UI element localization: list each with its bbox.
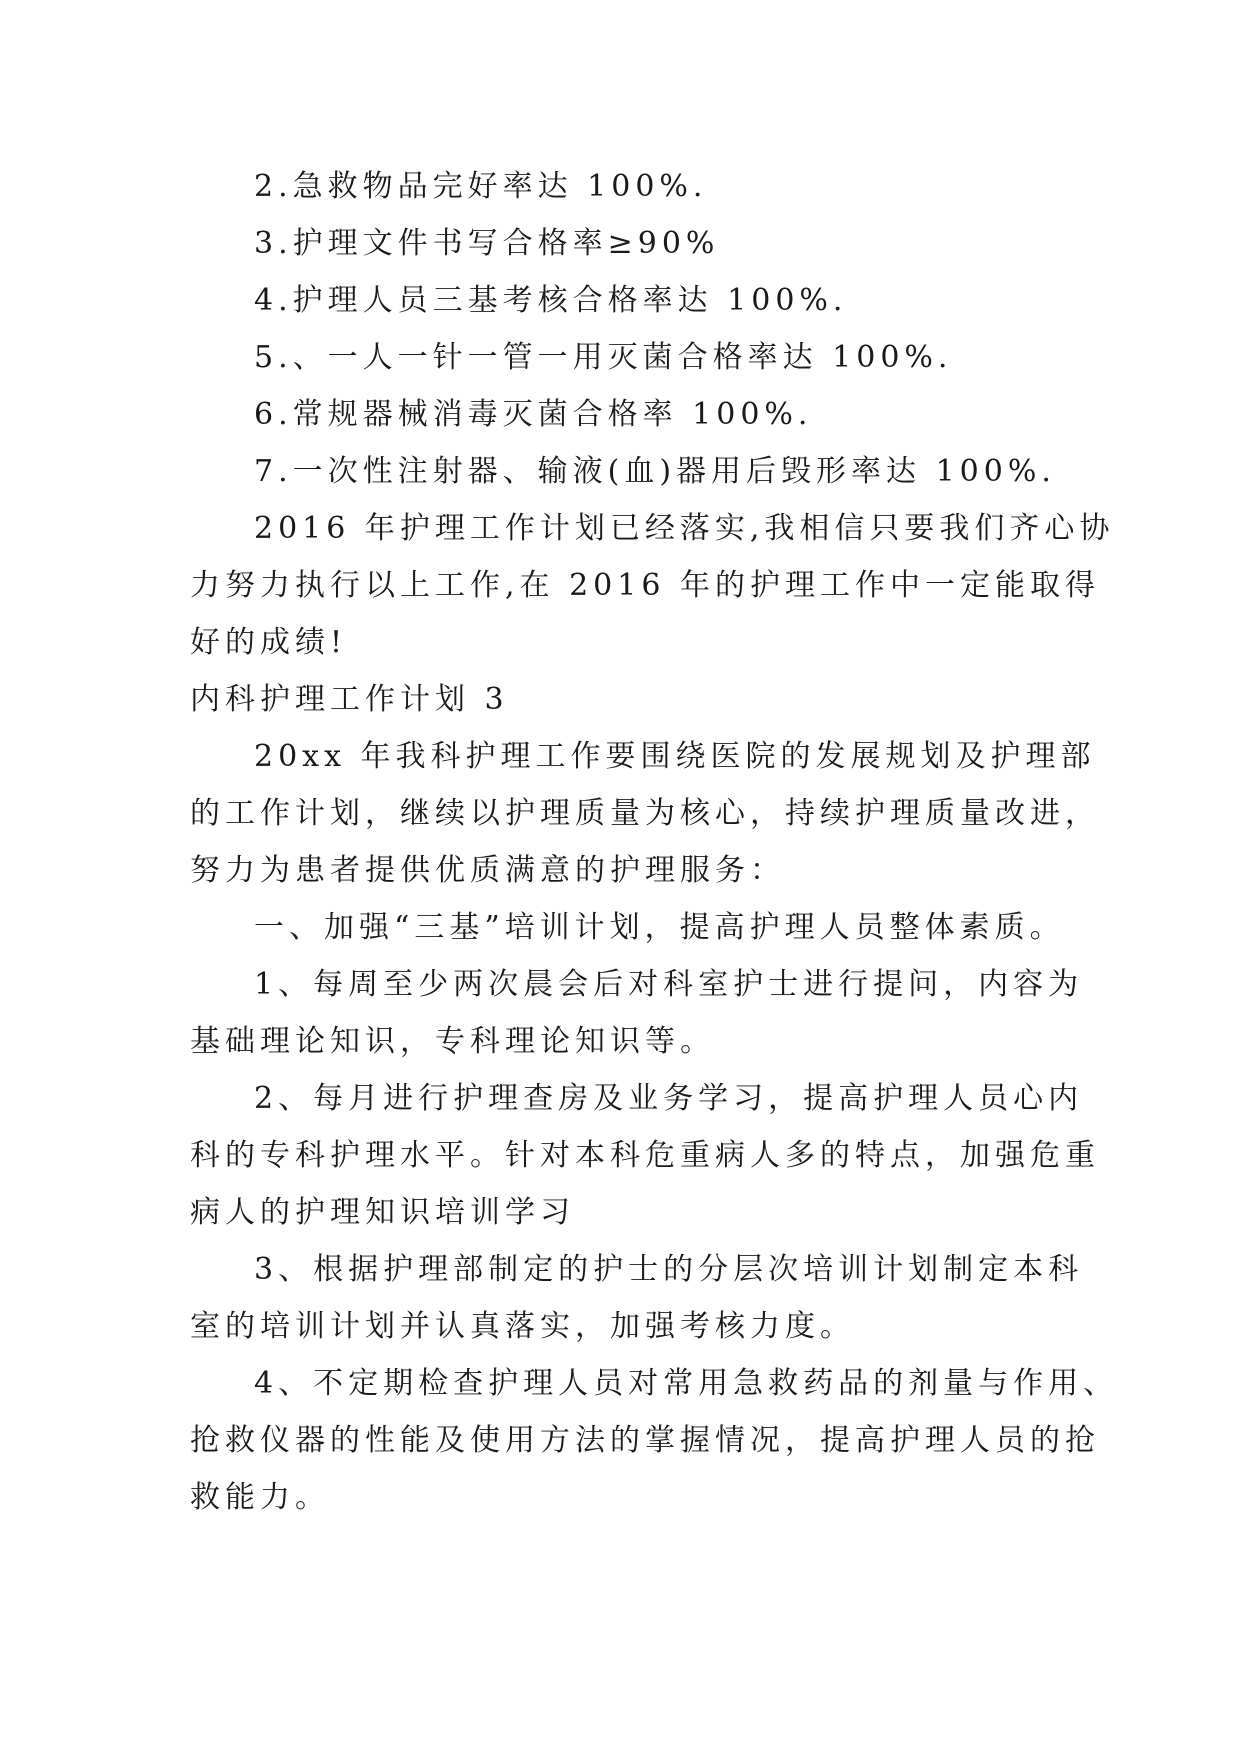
item4-line: 救能力。	[190, 1480, 330, 1515]
list-item: 4.护理人员三基考核合格率达 100%.	[254, 283, 848, 318]
intro-line: 的工作计划，继续以护理质量为核心，持续护理质量改进，	[190, 796, 1100, 831]
item4-line: 4、不定期检查护理人员对常用急救药品的剂量与作用、	[254, 1366, 1119, 1401]
section-title: 内科护理工作计划 3	[190, 682, 509, 717]
conclusion-line: 力努力执行以上工作,在 2016 年的护理工作中一定能取得	[190, 568, 1100, 603]
intro-line: 20xx 年我科护理工作要围绕医院的发展规划及护理部	[254, 739, 1096, 774]
list-item: 7.一次性注射器、输液(血)器用后毁形率达 100%.	[254, 454, 1056, 489]
list-item: 2.急救物品完好率达 100%.	[254, 169, 708, 204]
item2-line: 2、每月进行护理查房及业务学习，提高护理人员心内	[254, 1081, 1084, 1116]
conclusion-line: 2016 年护理工作计划已经落实,我相信只要我们齐心协	[254, 511, 1115, 546]
subheading: 一、加强“三基”培训计划，提高护理人员整体素质。	[254, 910, 1065, 945]
conclusion-line: 好的成绩!	[190, 625, 348, 660]
list-item: 6.常规器械消毒灭菌合格率 100%.	[254, 397, 813, 432]
intro-line: 努力为患者提供优质满意的护理服务：	[190, 853, 785, 888]
document-body	[190, 158, 1119, 1526]
item1-line: 1、每周至少两次晨会后对科室护士进行提问，内容为	[254, 967, 1084, 1002]
list-item: 3.护理文件书写合格率≥90%	[254, 226, 720, 261]
list-item: 5.、一人一针一管一用灭菌合格率达 100%.	[254, 340, 953, 375]
item2-line: 病人的护理知识培训学习	[190, 1195, 575, 1230]
item4-line: 抢救仪器的性能及使用方法的掌握情况，提高护理人员的抢	[190, 1423, 1100, 1458]
item3-line: 室的培训计划并认真落实，加强考核力度。	[190, 1309, 855, 1344]
item1-line: 基础理论知识，专科理论知识等。	[190, 1024, 715, 1059]
item2-line: 科的专科护理水平。针对本科危重病人多的特点，加强危重	[190, 1138, 1100, 1173]
item3-line: 3、根据护理部制定的护士的分层次培训计划制定本科	[254, 1252, 1084, 1287]
